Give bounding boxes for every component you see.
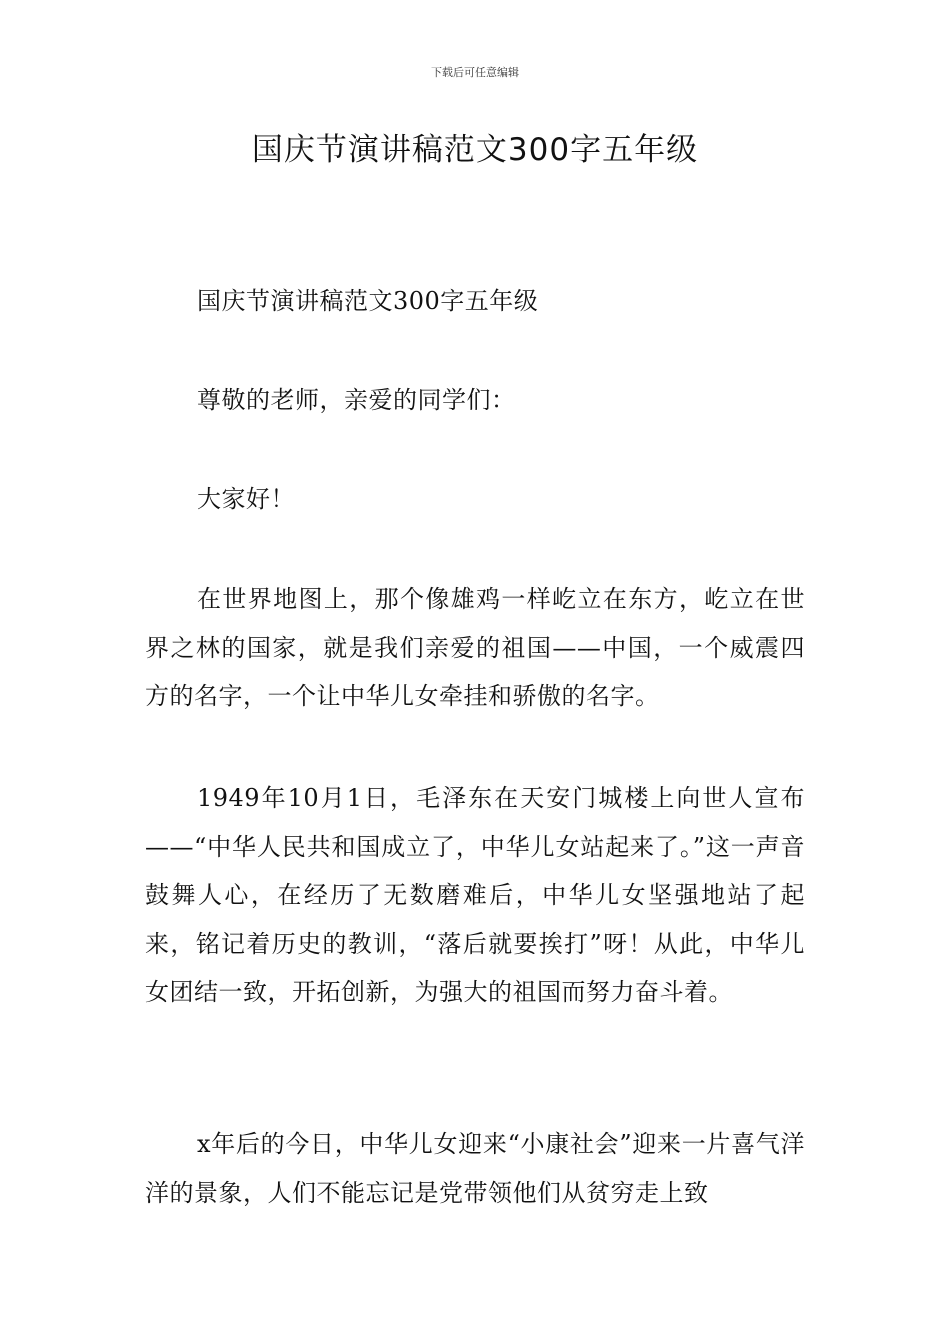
paragraph-salutation: 尊敬的老师，亲爱的同学们： — [197, 386, 516, 414]
paragraph-body: 在世界地图上，那个像雄鸡一样屹立在东方，屹立在世界之林的国家，就是我们亲爱的祖国——中国，一个威震四方的名字，一个让中华儿女牵挂和骄傲的名字。 — [145, 585, 805, 710]
header-note: 下载后可任意编辑 — [431, 66, 519, 79]
paragraph-subtitle: 国庆节演讲稿范文300字五年级 — [197, 287, 539, 315]
paragraph-greeting: 大家好！ — [197, 485, 295, 513]
paragraph-body: x年后的今日，中华儿女迎来“小康社会”迎来一片喜气洋洋的景象，人们不能忘记是党带领他们从贫穷走上致 — [145, 1130, 805, 1207]
document-title: 国庆节演讲稿范文300字五年级 — [251, 132, 699, 168]
paragraph-body: 1949年10月1日，毛泽东在天安门城楼上向世人宣布——“中华人民共和国成立了，中华儿女站起来了。”这一声音鼓舞人心，在经历了无数磨难后，中华儿女坚强地站了起来，铭记着历史的教训，“落后就要挨打”呀！从此，中华儿女团结一致，开拓创新，为强大的祖国而努力奋斗着。 — [145, 784, 805, 1006]
